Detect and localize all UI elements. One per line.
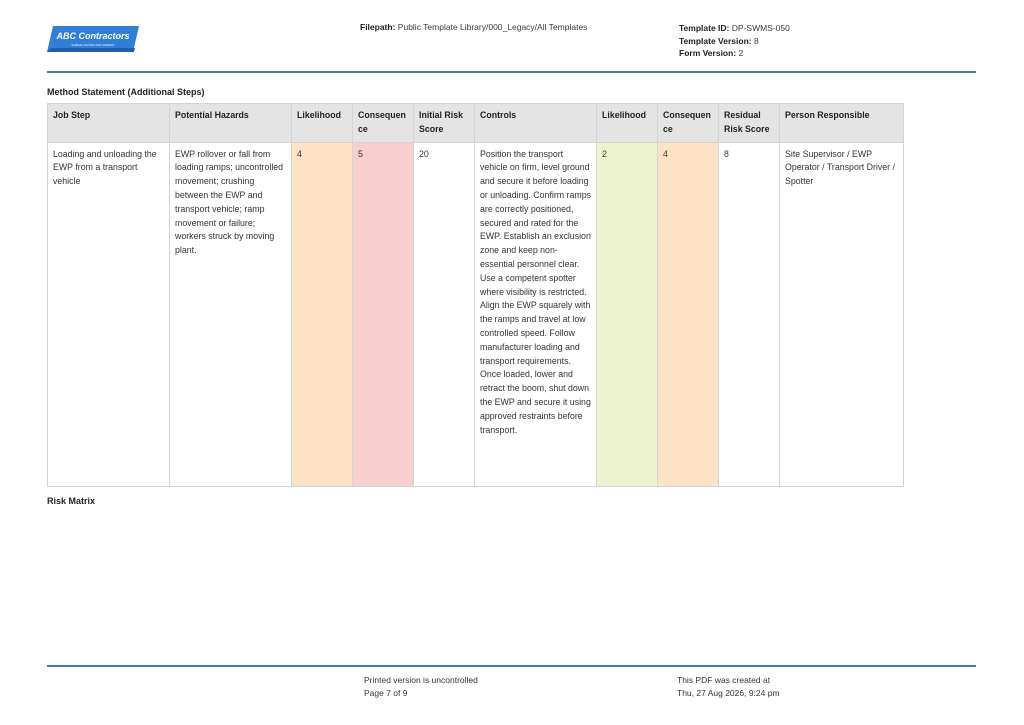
form-version	[679, 47, 790, 60]
cell-initial-risk-score: 20	[414, 142, 475, 486]
table-row	[48, 142, 904, 486]
template-info	[679, 22, 790, 60]
cell-person-responsible: Site Supervisor / EWP Operator / Transport Driver / Spotter	[780, 142, 904, 486]
cell-residual-consequence: 4	[658, 142, 719, 486]
col-residual-consequence: Consequen ce	[658, 104, 719, 143]
col-initial-risk-score: Initial Risk Score	[414, 104, 475, 143]
filepath	[360, 22, 587, 32]
cell-residual-likelihood: 2	[597, 142, 658, 486]
col-job-step: Job Step	[48, 104, 170, 143]
logo-subtext: SAMPLE CONTRACTOR COMPANY	[71, 44, 115, 47]
footer-right	[677, 674, 780, 699]
template-id-label: Template ID:	[679, 23, 730, 33]
col-initial-likelihood: Likelihood	[292, 104, 353, 143]
template-version	[679, 35, 790, 48]
filepath-label: Filepath:	[360, 22, 396, 32]
cell-job-step: Loading and unloading the EWP from a transport vehicle	[48, 142, 170, 486]
template-version-value: 8	[753, 35, 759, 46]
table-header-row	[48, 104, 904, 143]
form-version-label: Form Version:	[679, 48, 737, 58]
cell-residual-risk-score: 8	[719, 142, 780, 486]
cell-controls: Position the transport vehicle on firm, level ground and secure it before loading or unloading. Confirm ramps are correctly positioned, secured and rated for the EWP. Establish an exclusion zone and keep non-essential personnel clear. Use a competent spotter where visibility is restricted. Align the EWP squarely with the ramps and travel at low controlled speed. Follow manufacturer loading and transport requirements. Once loaded, lower and retract the boom, shut down the EWP and secure it using approved restraints before transport.	[475, 142, 597, 486]
logo-text: ABC Contractors	[56, 31, 130, 41]
page-number: Page 7 of 9	[364, 687, 408, 698]
method-statement-table	[47, 103, 904, 487]
footer-divider	[47, 665, 976, 667]
footer-left	[364, 674, 478, 699]
created-label: This PDF was created at	[677, 675, 771, 685]
cell-initial-likelihood: 4	[292, 142, 353, 486]
company-logo-graphic	[47, 26, 139, 52]
risk-matrix-title: Risk Matrix	[47, 496, 96, 506]
template-id-value: DP-SWMS-050	[731, 23, 790, 33]
col-initial-consequence: Consequen ce	[353, 104, 414, 143]
col-controls: Controls	[475, 104, 597, 143]
col-person-responsible: Person Responsible	[780, 104, 904, 143]
col-residual-likelihood: Likelihood	[597, 104, 658, 143]
cell-potential-hazards: EWP rollover or fall from loading ramps; uncontrolled movement; crushing between the EWP and transport vehicle; ramp movement or failure; workers struck by moving plant.	[170, 142, 292, 486]
uncontrolled-notice: Printed version is uncontrolled	[364, 675, 478, 685]
company-logo	[47, 26, 139, 52]
template-id	[679, 22, 790, 35]
page-header	[47, 18, 976, 72]
created-timestamp: Thu, 27 Aug 2026, 9:24 pm	[677, 687, 780, 698]
col-residual-risk-score: Residual Risk Score	[719, 104, 780, 143]
cell-initial-consequence: 5	[353, 142, 414, 486]
col-potential-hazards: Potential Hazards	[170, 104, 292, 143]
template-version-label: Template Version:	[679, 35, 752, 46]
header-divider	[47, 71, 976, 73]
filepath-value: Public Template Library/000_Legacy/All Templates	[397, 22, 588, 32]
form-version-value: 2	[738, 48, 744, 58]
method-statement-title: Method Statement (Additional Steps)	[47, 87, 205, 97]
